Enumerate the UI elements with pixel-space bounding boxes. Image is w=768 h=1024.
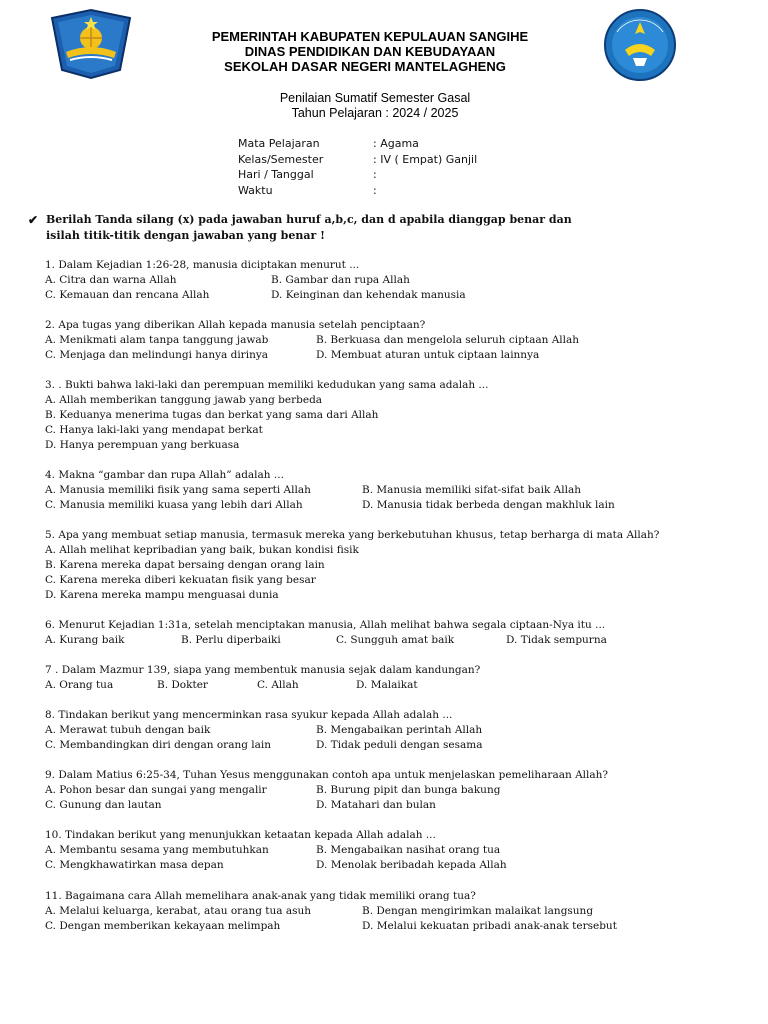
exam-info-table: [238, 136, 477, 198]
option-a: A. Pohon besar dan sungai yang mengalir: [45, 784, 267, 796]
option-c: C. Hanya laki-laki yang mendapat berkat: [45, 424, 263, 436]
info-value: : IV ( Empat) Ganjil: [373, 152, 478, 166]
header-school-name: SEKOLAH DASAR NEGERI MANTELAGHENG: [224, 59, 506, 74]
info-value: :: [373, 183, 377, 197]
option-d: D. Karena mereka mampu menguasai dunia: [45, 589, 279, 601]
option-a: A. Kurang baik: [45, 634, 125, 646]
question-text: 6. Menurut Kejadian 1:31a, setelah menciptakan manusia, Allah melihat bahwa segala ciptaan-Nya itu ...: [45, 619, 606, 631]
option-c: C. Kemauan dan rencana Allah: [45, 289, 210, 301]
info-label: Waktu: [238, 183, 273, 197]
option-a: A. Orang tua: [45, 679, 114, 691]
option-b: B. Burung pipit dan bunga bakung: [316, 784, 501, 796]
option-d: D. Manusia tidak berbeda dengan makhluk lain: [362, 499, 615, 511]
info-row-time: [238, 183, 477, 199]
option-d: D. Keinginan dan kehendak manusia: [271, 289, 466, 301]
question-3: [45, 378, 488, 453]
question-text: 2. Apa tugas yang diberikan Allah kepada manusia setelah penciptaan?: [45, 319, 426, 331]
option-d: D. Tidak peduli dengan sesama: [316, 739, 483, 751]
question-text: 5. Apa yang membuat setiap manusia, termasuk mereka yang berkebutuhan khusus, tetap berharga di mata Allah?: [45, 529, 660, 541]
option-c: C. Membandingkan diri dengan orang lain: [45, 739, 272, 751]
academic-year: Tahun Pelajaran : 2024 / 2025: [291, 106, 459, 120]
option-d: D. Menolak beribadah kepada Allah: [316, 859, 507, 871]
tut-wuri-handayani-logo: [603, 8, 677, 82]
question-text: 11. Bagaimana cara Allah memelihara anak-anak yang tidak memiliki orang tua?: [45, 890, 476, 902]
question-text: 7 . Dalam Mazmur 139, siapa yang membentuk manusia sejak dalam kandungan?: [45, 664, 481, 676]
option-d: D. Melalui kekuatan pribadi anak-anak tersebut: [362, 920, 617, 932]
question-6: [45, 618, 605, 648]
info-row-subject: [238, 136, 477, 152]
option-a: A. Membantu sesama yang membutuhkan: [45, 844, 269, 856]
option-b: B. Perlu diperbaiki: [181, 634, 281, 646]
option-c: C. Mengkhawatirkan masa depan: [45, 859, 224, 871]
option-b: B. Berkuasa dan mengelola seluruh ciptaan Allah: [316, 334, 580, 346]
option-a: A. Melalui keluarga, kerabat, atau orang tua asuh: [45, 905, 312, 917]
question-4: [45, 468, 615, 513]
option-a: A. Menikmati alam tanpa tanggung jawab: [45, 334, 269, 346]
question-1: [45, 258, 466, 303]
question-text: 9. Dalam Matius 6:25-34, Tuhan Yesus menggunakan contoh apa untuk menjelaskan pemeliharaan Allah?: [45, 769, 609, 781]
option-d: D. Matahari dan bulan: [316, 799, 436, 811]
option-c: C. Gunung dan lautan: [45, 799, 162, 811]
info-row-class: [238, 152, 477, 168]
question-9: [45, 768, 608, 813]
question-text: 4. Makna “gambar dan rupa Allah” adalah ...: [45, 469, 284, 481]
option-d: D. Malaikat: [356, 679, 418, 691]
option-a: A. Allah melihat kepribadian yang baik, bukan kondisi fisik: [45, 544, 359, 556]
option-b: B. Mengabaikan nasihat orang tua: [316, 844, 501, 856]
question-7: [45, 663, 480, 693]
option-c: C. Menjaga dan melindungi hanya dirinya: [45, 349, 269, 361]
question-10: [45, 828, 507, 873]
info-row-date: [238, 167, 477, 183]
header-department-name: DINAS PENDIDIKAN DAN KEBUDAYAAN: [244, 44, 496, 59]
option-d: D. Hanya perempuan yang berkuasa: [45, 439, 240, 451]
exam-title: Penilaian Sumatif Semester Gasal: [279, 91, 471, 105]
option-c: C. Karena mereka diberi kekuatan fisik yang besar: [45, 574, 316, 586]
question-text: 10. Tindakan berikut yang menunjukkan ketaatan kepada Allah adalah ...: [45, 829, 436, 841]
info-value: :: [373, 168, 377, 181]
info-label: Hari / Tanggal: [238, 168, 314, 181]
info-label: Kelas/Semester: [238, 152, 324, 166]
option-b: B. Dokter: [157, 679, 208, 691]
option-b: B. Keduanya menerima tugas dan berkat yang sama dari Allah: [45, 409, 379, 421]
instruction-line: Berilah Tanda silang (x) pada jawaban huruf a,b,c, dan d apabila dianggap benar dan: [46, 213, 572, 226]
option-c: C. Manusia memiliki kuasa yang lebih dari Allah: [45, 499, 303, 511]
checkmark-icon: ✔: [28, 213, 39, 227]
option-a: A. Allah memberikan tanggung jawab yang berbeda: [45, 394, 323, 406]
sangihe-emblem-logo: [48, 8, 134, 80]
option-b: B. Mengabaikan perintah Allah: [316, 724, 483, 736]
option-a: A. Manusia memiliki fisik yang sama seperti Allah: [45, 484, 311, 496]
option-a: A. Merawat tubuh dengan baik: [45, 724, 211, 736]
question-8: [45, 708, 483, 753]
option-b: B. Karena mereka dapat bersaing dengan orang lain: [45, 559, 325, 571]
option-c: C. Dengan memberikan kekayaan melimpah: [45, 920, 281, 932]
option-c: C. Sungguh amat baik: [336, 634, 455, 646]
question-5: [45, 528, 659, 603]
info-value: : Agama: [373, 137, 419, 150]
option-a: A. Citra dan warna Allah: [45, 274, 177, 286]
option-d: D. Tidak sempurna: [506, 634, 607, 646]
option-c: C. Allah: [257, 679, 299, 691]
info-label: Mata Pelajaran: [238, 137, 320, 150]
question-2: [45, 318, 580, 363]
option-b: B. Manusia memiliki sifat-sifat baik Allah: [362, 484, 582, 496]
option-d: D. Membuat aturan untuk ciptaan lainnya: [316, 349, 540, 361]
option-b: B. Gambar dan rupa Allah: [271, 274, 410, 286]
question-11: [45, 889, 617, 934]
question-text: 1. Dalam Kejadian 1:26-28, manusia diciptakan menurut ...: [45, 259, 360, 271]
question-text: 8. Tindakan berikut yang mencerminkan rasa syukur kepada Allah adalah ...: [45, 709, 453, 721]
instruction-line: isilah titik-titik dengan jawaban yang benar !: [46, 229, 325, 242]
option-b: B. Dengan mengirimkan malaikat langsung: [362, 905, 594, 917]
question-text: 3. . Bukti bahwa laki-laki dan perempuan memiliki kedudukan yang sama adalah ...: [45, 379, 489, 391]
header-government-name: PEMERINTAH KABUPATEN KEPULAUAN SANGIHE: [211, 29, 529, 44]
